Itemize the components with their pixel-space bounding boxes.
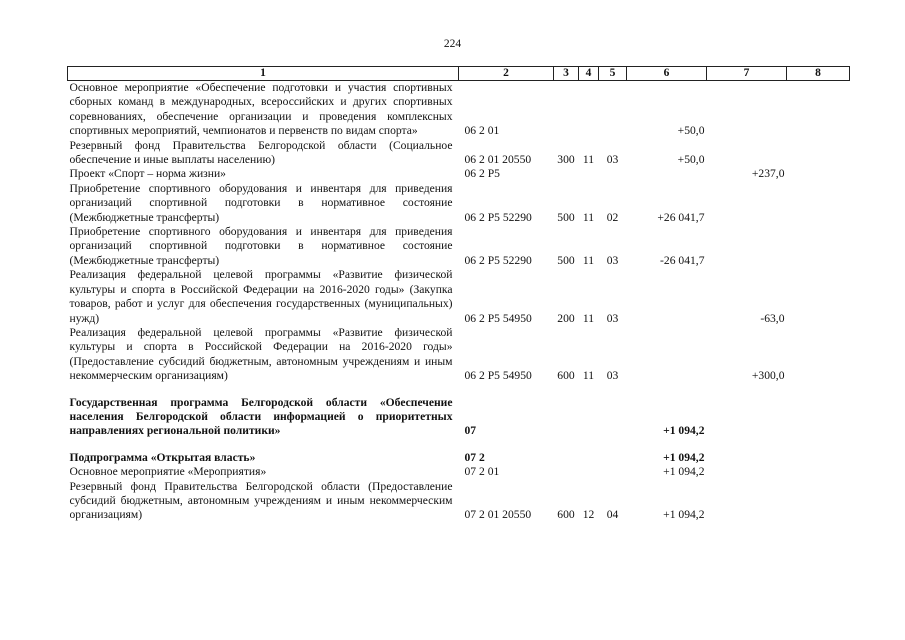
row-code-cell: 07 (464, 424, 477, 438)
row-name-cell: Основное мероприятие «Обеспечение подготовки и участия спортивных сборных команд в международных, всероссийских и других спортивных соревнованиях, обеспечение организации и проведения комплексных спортивных мероприятий, чемпионатов и первенств по видам спорта» (69, 81, 453, 138)
header-col-4: 4 (579, 67, 599, 81)
row-col8-cell (787, 139, 850, 168)
spacer-cell (68, 384, 850, 396)
row-col8-cell (787, 480, 850, 523)
row-pr-cell: 02 (606, 210, 619, 224)
row-rz-cell (579, 465, 599, 479)
row-col7-cell (707, 139, 787, 168)
table-row (68, 268, 850, 326)
row-code-cell: 07 2 01 (464, 465, 500, 479)
row-rz-cell (579, 451, 599, 465)
row-code-cell: 06 2 P5 54950 (464, 311, 532, 325)
row-col8-cell (787, 451, 850, 465)
row-vr-cell: 500 (557, 210, 575, 224)
row-col6-cell: +1 094,2 (663, 465, 705, 479)
row-col8-cell (787, 268, 850, 326)
row-rz-cell: 11 (582, 311, 595, 325)
row-col7-cell (707, 81, 787, 139)
row-code-cell: 06 2 P5 52290 (464, 253, 532, 267)
row-name-cell: Проект «Спорт – норма жизни» (69, 167, 226, 181)
row-col6-cell: +1 094,2 (663, 450, 705, 464)
row-col6-cell (627, 167, 707, 181)
row-col7-cell: -63,0 (760, 311, 785, 325)
row-rz-cell: 11 (582, 253, 595, 267)
row-vr-cell (554, 81, 579, 139)
row-code-cell: 07 2 01 20550 (464, 508, 532, 522)
row-code-cell: 07 2 (464, 450, 485, 464)
row-col7-cell: +300,0 (751, 369, 785, 383)
row-pr-cell: 03 (606, 253, 619, 267)
table-row (68, 396, 850, 439)
row-vr-cell (554, 465, 579, 479)
row-col7-cell (707, 182, 787, 225)
row-col8-cell (787, 81, 850, 139)
row-col6-cell: +50,0 (677, 153, 705, 167)
row-col8-cell (787, 225, 850, 268)
row-col6-cell: +26 041,7 (657, 210, 705, 224)
row-name-cell: Основное мероприятие «Мероприятия» (69, 465, 267, 479)
row-col7-cell (707, 480, 787, 523)
row-col6-cell (627, 268, 707, 326)
row-name-cell: Государственная программа Белгородской области «Обеспечение населения Белгородской области информацией о приоритетных направлениях региональной политики» (69, 395, 453, 438)
row-col7-cell (707, 465, 787, 479)
header-col-5: 5 (599, 67, 627, 81)
row-pr-cell: 03 (606, 153, 619, 167)
row-vr-cell (554, 396, 579, 439)
row-rz-cell: 12 (582, 508, 595, 522)
table-row (68, 480, 850, 523)
row-rz-cell (579, 396, 599, 439)
row-vr-cell: 200 (557, 311, 575, 325)
header-col-6: 6 (627, 67, 707, 81)
table-header (68, 67, 850, 81)
table-row (68, 167, 850, 181)
row-vr-cell: 600 (557, 508, 575, 522)
row-name-cell: Реализация федеральной целевой программы «Развитие физической культуры и спорта в Российской Федерации на 2016-2020 годы» (Предоставление субсидий бюджетным, автономным учреждениям и иным некоммерческим организациям) (69, 325, 453, 383)
row-pr-cell: 03 (606, 369, 619, 383)
header-col-7: 7 (707, 67, 787, 81)
table-row (68, 225, 850, 268)
row-col7-cell (707, 451, 787, 465)
row-rz-cell: 11 (582, 210, 595, 224)
row-code-cell: 06 2 P5 (464, 167, 500, 181)
header-col-3: 3 (554, 67, 579, 81)
row-name-cell: Резервный фонд Правительства Белгородской области (Социальное обеспечение и иные выплаты населению) (69, 138, 453, 167)
page-number: 224 (443, 38, 462, 50)
row-vr-cell (554, 167, 579, 181)
row-col7-cell: +237,0 (751, 167, 785, 181)
spacer-row (68, 384, 850, 396)
row-vr-cell: 500 (557, 253, 575, 267)
budget-table (67, 66, 850, 523)
row-col6-cell (627, 326, 707, 384)
spacer-row (68, 439, 850, 451)
row-code-cell: 06 2 P5 52290 (464, 210, 532, 224)
table-row (68, 81, 850, 139)
row-pr-cell (599, 167, 627, 181)
row-pr-cell (599, 465, 627, 479)
row-col6-cell: -26 041,7 (660, 253, 705, 267)
header-col-8: 8 (787, 67, 850, 81)
table-row (68, 465, 850, 479)
row-rz-cell: 11 (582, 153, 595, 167)
table-row (68, 451, 850, 465)
row-name-cell: Подпрограмма «Открытая власть» (69, 450, 256, 464)
row-code-cell: 06 2 01 20550 (464, 153, 532, 167)
row-name-cell: Резервный фонд Правительства Белгородской области (Предоставление субсидий бюджетным, автономным учреждениям и иным некоммерческим организациям) (69, 479, 453, 522)
table-row (68, 326, 850, 384)
row-col6-cell: +1 094,2 (663, 508, 705, 522)
row-col7-cell (707, 225, 787, 268)
row-pr-cell (599, 81, 627, 139)
row-col7-cell (707, 396, 787, 439)
row-name-cell: Приобретение спортивного оборудования и инвентаря для приведения организаций спортивной подготовки в нормативное состояние (Межбюджетные трансферты) (69, 225, 453, 267)
row-pr-cell (599, 451, 627, 465)
row-name-cell: Реализация федеральной целевой программы «Развитие физической культуры и спорта в Российской Федерации на 2016-2020 годы» (Закупка товаров, работ и услуг для обеспечения государственных (муниципальных) нужд) (69, 268, 453, 325)
row-pr-cell (599, 396, 627, 439)
row-rz-cell (579, 81, 599, 139)
row-col8-cell (787, 182, 850, 225)
table-body (68, 81, 850, 523)
row-col6-cell: +50,0 (677, 124, 705, 138)
spacer-cell (68, 439, 850, 451)
row-col6-cell: +1 094,2 (663, 424, 705, 438)
row-rz-cell: 11 (582, 369, 595, 383)
table-row (68, 139, 850, 168)
table-row (68, 182, 850, 225)
row-code-cell: 06 2 P5 54950 (464, 369, 532, 383)
row-col8-cell (787, 326, 850, 384)
row-code-cell: 06 2 01 (464, 124, 500, 138)
row-col8-cell (787, 396, 850, 439)
row-rz-cell (579, 167, 599, 181)
header-col-1: 1 (68, 67, 459, 81)
row-name-cell: Приобретение спортивного оборудования и инвентаря для приведения организаций спортивной подготовки в нормативное состояние (Межбюджетные трансферты) (69, 181, 453, 224)
row-vr-cell: 600 (557, 369, 575, 383)
row-pr-cell: 04 (606, 508, 619, 522)
header-col-2: 2 (459, 67, 554, 81)
row-col8-cell (787, 465, 850, 479)
row-vr-cell (554, 451, 579, 465)
row-vr-cell: 300 (557, 153, 575, 167)
row-pr-cell: 03 (606, 311, 619, 325)
row-col8-cell (787, 167, 850, 181)
header-row (68, 67, 850, 81)
